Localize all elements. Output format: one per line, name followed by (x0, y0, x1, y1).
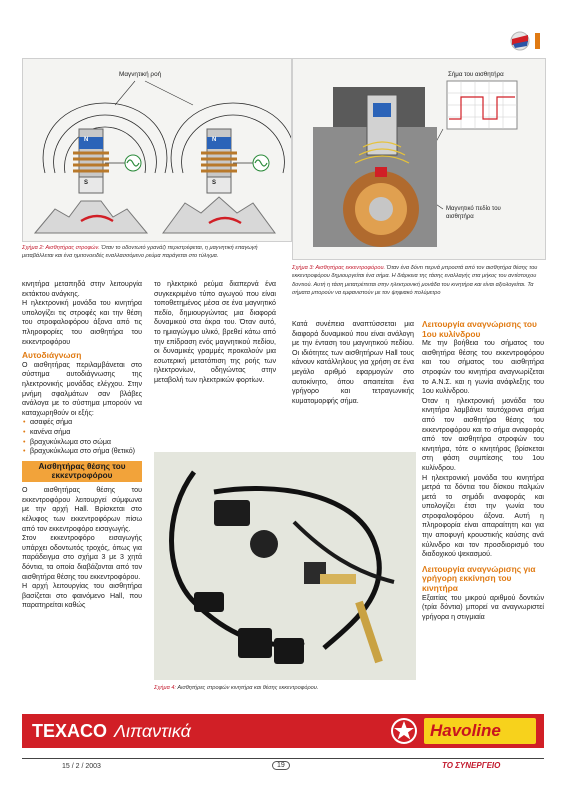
column-1 (22, 280, 142, 611)
paragraph: Η ηλεκτρονική μονάδα του κινητήρα μετρά τα δόντια του δίσκου παλμών μετά το σημάδι αναφοράς και υπολογίζει έτσι την γωνία του στροφαλοφόρου άξονα. Αυτή η πληροφορία είναι απαραίτητη και για την αποφυγή κρουστικής καύσης ανά κύλινδρο και τον προσδιορισμό του διαδοχικού ψεκασμού. (422, 473, 544, 559)
paragraph: κινητήρα μεταπηδά στην λειτουργία εκτάκτου ανάγκης. (22, 280, 142, 298)
column-2 (154, 280, 276, 386)
paragraph: Ο αισθητήρας περιλαμβάνεται στο σύστημα αυτοδιάγνωσης της ηλεκτρονικής μονάδας ελέγχου. Στην μνήμη σφαλμάτων σαν βλάβες ανάλογα με το σύστημα μπορούν να καταχωρηθούν οι εξής: (22, 360, 142, 417)
sensor-left (35, 103, 167, 233)
list-item: • κανένα σήμα (22, 428, 142, 438)
column-3 (292, 320, 414, 406)
figure-2-caption: Σχήμα 2: Αισθητήρας στροφών. Όταν το οδοντωτό γρανάζι περιστρέφεται, η μαγνητική επαγωγή μεταβάλλεται και ένα ημιτονοειδές εναλλασσόμενο ρεύμα παράγεται στο τύλιγμα. (22, 245, 258, 260)
camshaft-sensor-illustration (293, 59, 545, 259)
publisher-logo: ΤΟ ΣΥΝΕΡΓΕΙΟ (442, 761, 501, 770)
column-4 (422, 320, 544, 622)
pole-s-left: S (84, 180, 89, 186)
paragraph: Όταν η ηλεκτρονική μονάδα του κινητήρα λαμβάνει ταυτόχρονα σήμα από τον αισθητήρα θέσης του εκκεντροφόρου και το σήμα αναφοράς από τον αισθητήρα στροφών του κινητήρα, τότε ο κινητήρας βρίσκεται στη φάση συμπίεσης του 1ου κυλίνδρου. (422, 396, 544, 472)
figure-3-camshaft-sensor (292, 58, 546, 260)
page-number: 19 (272, 761, 290, 770)
paragraph: Εξαιτίας του μικρού αριθμού δοντιών (τρία δόντια) μπορεί να αναγνωριστεί γρήγορα η στιγμιαία (422, 593, 544, 621)
paragraph: Ο αισθητήρας θέσης του εκκεντροφόρου λειτουργεί σύμφωνα με την αρχή Hall. Βρίσκεται στο κέλυφος των εκκεντροφόρων πίσω από τον εκκεντροφόρο εισαγωγής. (22, 486, 142, 533)
list-item: • βραχυκύκλωμα στο σώμα (22, 438, 142, 448)
texaco-star-icon (390, 717, 418, 745)
pole-n-right: N (212, 137, 217, 143)
pole-n-left: N (84, 137, 89, 143)
sensor-right (163, 103, 291, 233)
figure-3-caption: Σχήμα 3: Αισθητήρας εκκεντροφόρου. Όταν ένα δόντι περνά μπροστά από τον αισθητήρα θέσης του εκκεντροφόρου δημιουργείται ένα σήμα. Η διάρκεια της τάσης εναλλαγής στα μήκος του αντίστοιχου δοντιού. Αυτή η τάση μετατρέπεται στην ηλεκτρονική μονάδα του κινητήρα και είναι αξιολογείται. Τα σήματα μπορούν να εμφανιστούν με τον ψηφιακό πολύμετρο (292, 265, 538, 297)
figure-4-sensors-photo (154, 452, 416, 680)
list-item: • βραχυκύκλωμα στο σήμα (θετικό) (22, 447, 142, 457)
paragraph: Η ηλεκτρονική μονάδα του κινητήρα υπολογίζει τις στροφές και την θέση του στροφαλοφόρου άξονα από τις πληροφορίες του αισθητήρα του εκκεντροφόρου (22, 299, 142, 346)
sensors-photo-illustration (154, 452, 416, 680)
texaco-brand: TEXACO (32, 721, 108, 741)
havoline-brand: Havoline (430, 721, 501, 740)
magnetic-flux-label: Μαγνητική ροή (119, 71, 162, 78)
ad-banner (22, 714, 544, 748)
heading-self-diagnosis: Αυτοδιάγνωση (22, 350, 82, 361)
paragraph: Με την βοήθεια του σήματος του αισθητήρα θέσης του εκκεντροφόρου και του σήματος του αισθητήρα στροφών του κινητήρα αναγνωρίζεται το Α.Ν.Σ. και η γωνία ανάφλεξης του 1ου κυλίνδρου. (422, 339, 544, 396)
paragraph: Η αρχή λειτουργίας του αισθητήρα βασίζεται στο φαινόμενο Hall, που παρατηρείται καθώς (22, 582, 142, 610)
sensor-field-label: Μαγνητικό πεδίο του αισθητήρα (446, 206, 501, 220)
heading-camshaft-sensor: Αισθητήρας θέσης του εκκεντροφόρου (22, 461, 142, 483)
lubricants-word: Λιπαντικά (114, 721, 191, 741)
paragraph: Κατά συνέπεια αναπτύσσεται μια διαφορά δυναμικού που είναι ανάλογη με την ένταση του μαγνητικού πεδίου. Οι ιδιότητες των αισθητήρων Hall τους κάνουν κατάλληλους για χρήση σε ένα μεγάλο αριθμό εφαρμογών στο αυτοκίνητο, όπου απαιτείται ένα γρήγορο και τετραγωνικής κυματομορφής σήμα. (292, 320, 414, 405)
heading-quick-start: Λειτουργία αναγνώρισης για γρήγορη εκκίνηση του κινητήρα (422, 563, 536, 594)
paragraph: Στον εκκεντροφόρο εισαγωγής υπάρχει οδοντωτός τροχός, όπως για παράδειγμα στο σχήμα 3 με 3 χητά δόντια, τα οποία διαβάζονται από τον αισθητήρα θέσης του εκκεντροφόρου. (22, 534, 142, 581)
corner-logo (508, 30, 544, 52)
speed-sensor-illustration (23, 59, 291, 241)
banner-left (32, 720, 191, 742)
pole-s-right: S (212, 180, 217, 186)
signal-graph-icon (447, 81, 517, 129)
sensor-signal-label: Σήμα του αισθητήρα (448, 71, 504, 78)
havoline-badge (424, 718, 536, 744)
figure-4-caption: Σχήμα 4: Αισθητήρες στροφών κινητήρα και θέσης εκκεντροφόρου. (154, 685, 319, 691)
figure-2-speed-sensor (22, 58, 292, 242)
list-item: • ασαφές σήμα (22, 418, 142, 428)
footer-date: 15 / 2 / 2003 (62, 763, 101, 770)
paragraph: το ηλεκτρικό ρεύμα διαπερνά ένα συγκεκριμένο τύπο αγωγού που είναι τοποθετημένος μέσα σε ένα μαγνητικό πεδίο, δημιουργώντας μια διαφορά δυναμικού στα άκρα του. Όταν αυτό, το ημιαγώγιμο υλικό, βρεθεί κάτω από την επίδραση ενός μαγνητικού πεδίου, οι δυναμικές γραμμές προκαλούν μια εσωτερική μετατόπιση της ροής των ηλεκτρονίων, οδηγώντας στην μεταβολή των ηλεκτρικών φορτίων. (154, 280, 276, 384)
heading-cylinder-recognition: Λειτουργία αναγνώρισης του 1ου κυλίνδρου (422, 319, 537, 339)
footer (22, 758, 544, 777)
